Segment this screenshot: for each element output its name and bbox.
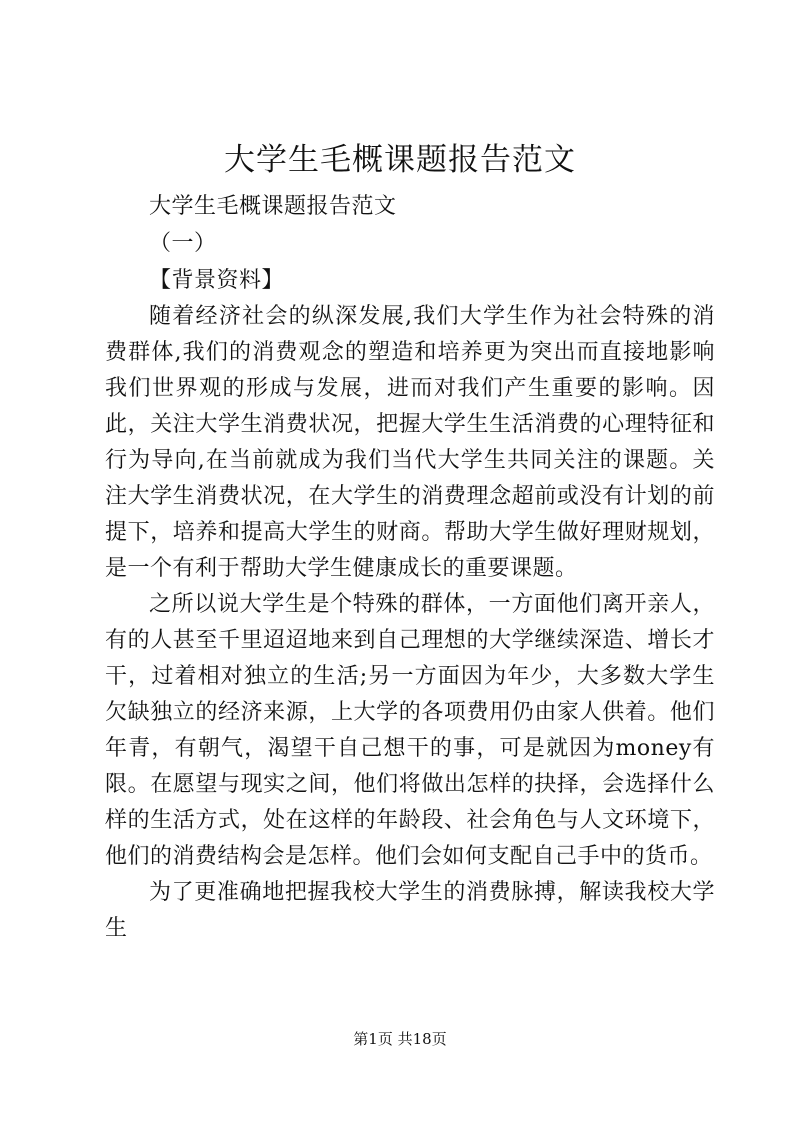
body-paragraph: 随着经济社会的纵深发展,我们大学生作为社会特殊的消费群体,我们的消费观念的塑造和培养更为突出而直接地影响我们世界观的形成与发展，进而对我们产生重要的影响。因此，关注大学生消费状况，把握大学生生活消费的心理特征和行为导向,在当前就成为我们当代大学生共同关注的课题。关注大学生消费状况，在大学生的消费理念超前或没有计划的前提下，培养和提高大学生的财商。帮助大学生做好理财规划，是一个有利于帮助大学生健康成长的重要课题。 [105, 304, 715, 581]
section-number-paragraph: （一） [149, 231, 217, 256]
document-body [105, 188, 715, 947]
body-paragraph: 为了更准确地把握我校大学生的消费脉搏，解读我校大学生 [105, 880, 715, 941]
background-heading-paragraph: 【背景资料】 [149, 268, 285, 293]
body-paragraph: 之所以说大学生是个特殊的群体，一方面他们离开亲人，有的人甚至千里迢迢地来到自己理想的大学继续深造、增长才干，过着相对独立的生活;另一方面因为年少，大多数大学生欠缺独立的经济来源，上大学的各项费用仍由家人供着。他们年青，有朝气，渴望干自己想干的事，可是就因为money有限。在愿望与现实之间，他们将做出怎样的抉择，会选择什么样的生活方式，处在这样的年龄段、社会角色与人文环境下，他们的消费结构会是怎样。他们会如何支配自己手中的货币。 [105, 592, 715, 869]
subtitle-paragraph: 大学生毛概课题报告范文 [149, 194, 397, 219]
document-title: 大学生毛概课题报告范文 [224, 142, 576, 178]
page-footer: 第1页 共18页 [353, 1030, 447, 1048]
